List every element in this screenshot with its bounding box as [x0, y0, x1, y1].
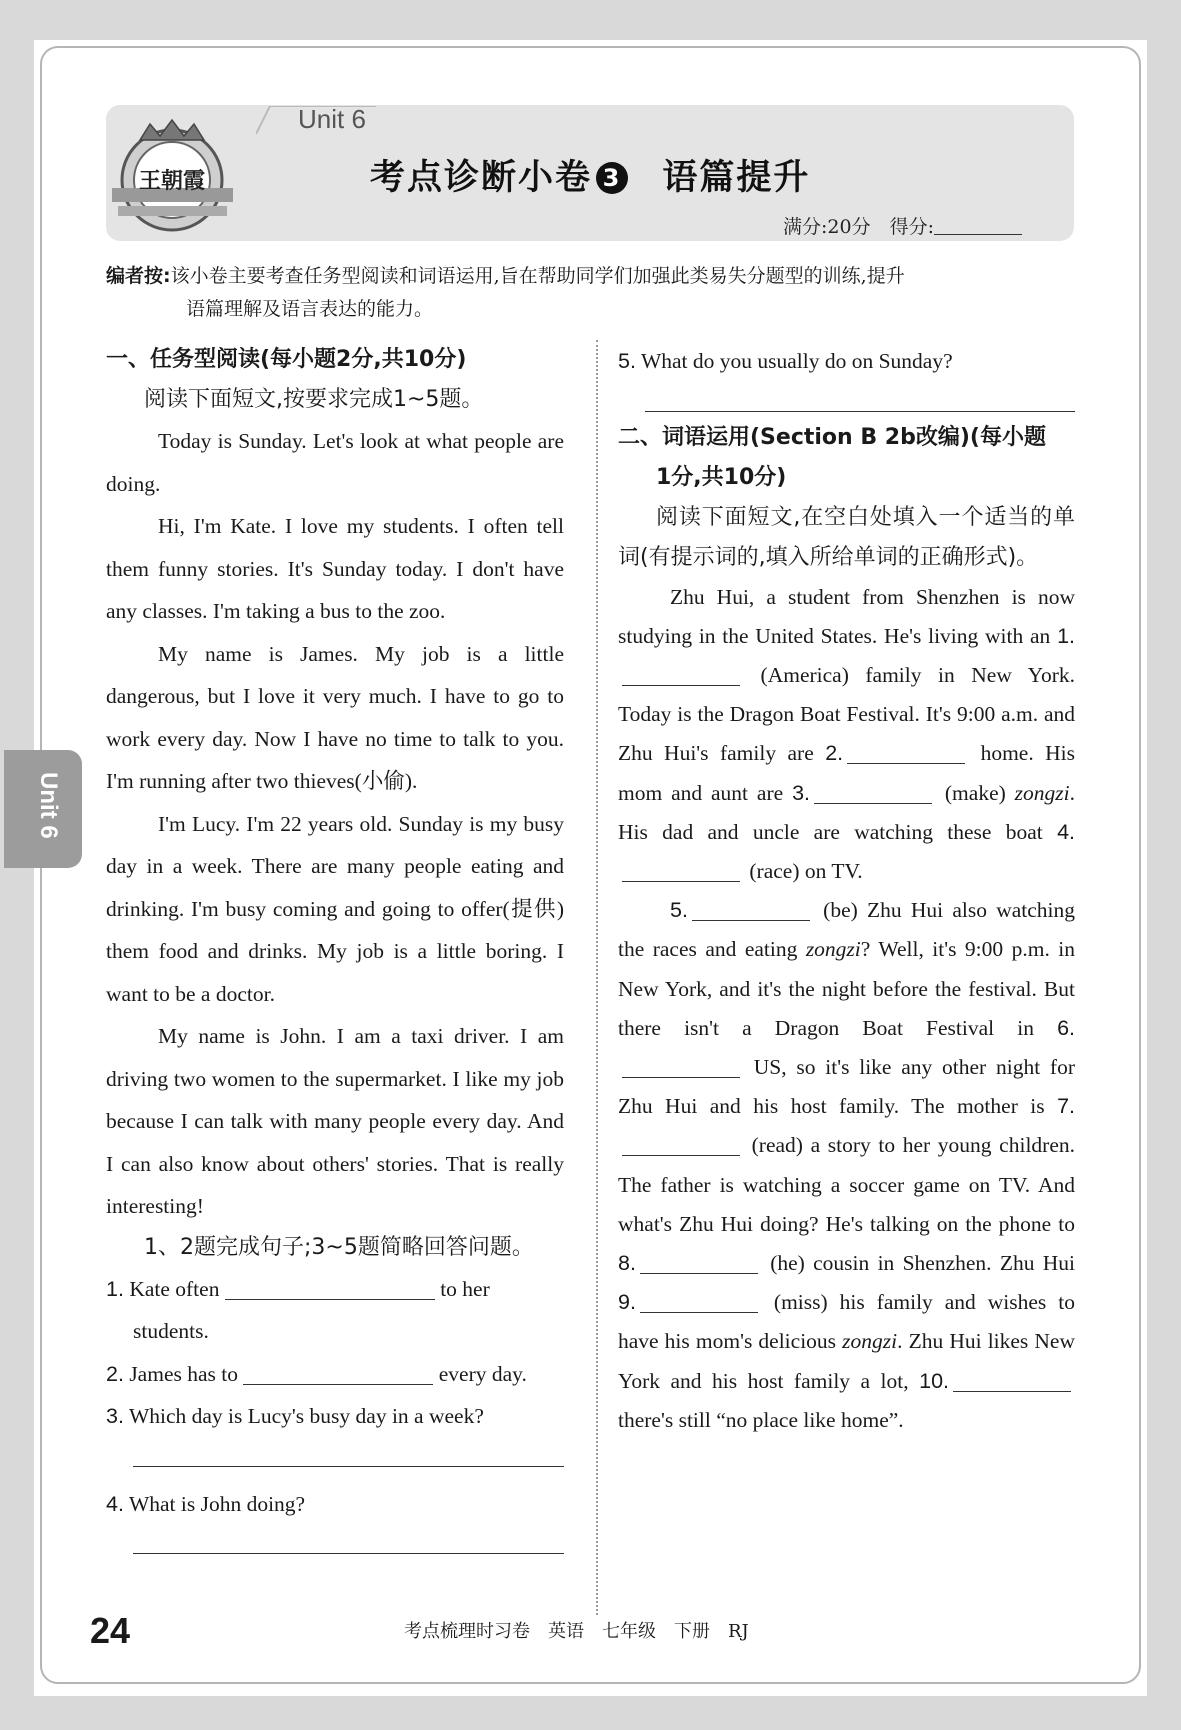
cloze-blank-3[interactable] — [814, 781, 932, 804]
question-4: 4. What is John doing? — [106, 1491, 306, 1516]
publisher-logo — [110, 118, 235, 238]
section1-instruction: 阅读下面短文,按要求完成1~5题。 — [144, 387, 484, 412]
footer-book-title: 考点梳理时习卷 英语 七年级 下册 RJ — [404, 1621, 749, 1642]
cloze-passage-2: 5. (be) Zhu Hui also watching the races and eating zongzi? Well, it's 9:00 p.m. in New York, and it's the night before the festival. But there isn't a Dragon Boat Festival in 6. US, so it's like any other night for Zhu Hui and his host family. The mother is 7. (read) a story to her young children. The father is watching a soccer game on TV. And what's Zhu Hui doing? He's talking on the phone to 8. (he) cousin in Shenzhen. Zhu Hui 9. (miss) his family and wishes to have his mom's delicious zongzi. Zhu Hui likes New York and his host family a lot, 10. there's still “no place like home”. — [618, 898, 1076, 1432]
section2-instruction: 阅读下面短文,在空白处填入一个适当的单词(有提示词的,填入所给单词的正确形式)。 — [618, 504, 1075, 570]
question-1-cont: students. — [133, 1319, 209, 1343]
title-number-badge: 3 — [596, 162, 628, 194]
cloze-blank-1[interactable] — [622, 663, 740, 686]
answer-line-4[interactable] — [133, 1525, 564, 1554]
answer-blank-2[interactable] — [243, 1362, 433, 1385]
cloze-blank-10[interactable] — [953, 1369, 1071, 1392]
passage-paragraph: My name is James. My job is a little dangerous, but I love it very much. I have to go to work every day. Now I have no time to talk to you. I'm running after two thieves(小偷). — [106, 641, 564, 793]
passage-paragraph: Today is Sunday. Let's look at what people are doing. — [106, 429, 564, 496]
passage-paragraph: My name is John. I am a taxi driver. I am driving two women to the supermarket. I like my job because I can talk with many people every day. And I can also know about others' stories. That is really interesting! — [106, 1024, 564, 1218]
title-main: 考点诊断小卷 — [370, 158, 593, 198]
answer-blank-1[interactable] — [225, 1277, 435, 1300]
cloze-blank-8[interactable] — [640, 1251, 758, 1274]
score-line: 满分:20分 得分: — [783, 212, 1022, 239]
cloze-blank-4[interactable] — [622, 859, 740, 882]
title-sub: 语篇提升 — [662, 158, 811, 198]
passage-paragraph: I'm Lucy. I'm 22 years old. Sunday is my busy day in a week. There are many people eating and drinking. I'm busy coming and going to offer(提供) them food and drinks. My job is a little boring. I want to be a doctor. — [106, 811, 564, 1006]
section2-heading: 二、词语运用(Section B 2b改编)(每小题 — [618, 424, 1046, 450]
answer-line-3[interactable] — [133, 1438, 564, 1467]
page-number: 24 — [90, 1610, 131, 1651]
section1-heading: 一、任务型阅读(每小题2分,共10分) — [106, 347, 467, 372]
column-divider — [596, 340, 598, 1615]
editor-note-line2: 语篇理解及语言表达的能力。 — [186, 298, 434, 320]
question-3: 3. Which day is Lucy's busy day in a week? — [106, 1404, 484, 1428]
score-blank[interactable] — [934, 216, 1022, 235]
svg-text:王朝霞: 王朝霞 — [138, 168, 206, 194]
task-instruction: 1、2题完成句子;3~5题简略回答问题。 — [144, 1234, 534, 1260]
answer-line-5[interactable] — [645, 383, 1075, 412]
left-column — [106, 340, 564, 1570]
question-1: 1. Kate often to her — [106, 1276, 490, 1301]
section2-heading-cont: 1分,共10分) — [656, 464, 787, 490]
cloze-blank-5[interactable] — [692, 898, 810, 921]
paper-title — [370, 150, 810, 200]
editor-note-label: 编者按: — [106, 265, 171, 287]
cloze-blank-2[interactable] — [847, 741, 965, 764]
question-2: 2. James has to every day. — [106, 1361, 527, 1386]
right-column — [618, 340, 1075, 1440]
cloze-blank-6[interactable] — [622, 1055, 740, 1078]
editor-note-line1: 该小卷主要考查任务型阅读和词语运用,旨在帮助同学们加强此类易失分题型的训练,提升 — [170, 265, 905, 287]
cloze-blank-9[interactable] — [640, 1290, 758, 1313]
editor-note — [106, 260, 1076, 326]
question-5: 5. What do you usually do on Sunday? — [618, 349, 953, 373]
cloze-blank-7[interactable] — [622, 1133, 740, 1156]
passage-paragraph: Hi, I'm Kate. I love my students. I often tell them funny stories. It's Sunday today. I don't have any classes. I'm taking a bus to the zoo. — [106, 514, 564, 623]
unit-label: Unit 6 — [298, 104, 366, 134]
side-unit-tab: Unit 6 — [4, 750, 82, 868]
cloze-passage: Zhu Hui, a student from Shenzhen is now studying in the United States. He's living with an 1. (America) family in New York. Today is the Dragon Boat Festival. It's 9:00 a.m. and Zhu Hui's family are 2. home. His mom and aunt are 3. (make) zongzi. His dad and uncle are watching these boat 4. (race) on TV. — [618, 584, 1076, 883]
